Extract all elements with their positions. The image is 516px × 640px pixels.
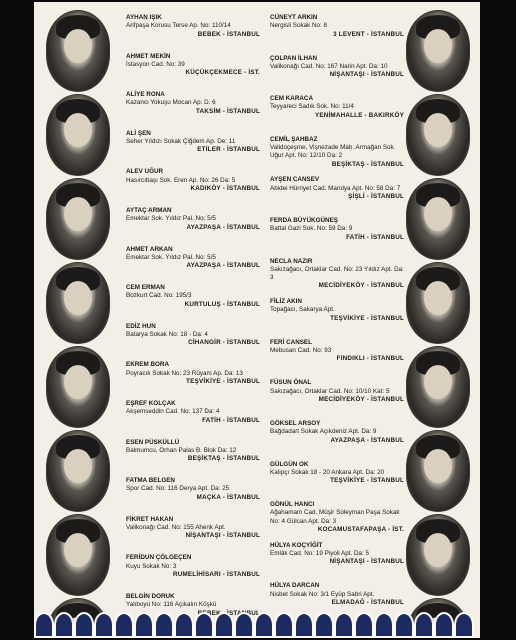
face-shape — [424, 281, 452, 315]
person-name: FERDA BÜYÜKGÜNEŞ — [270, 217, 338, 224]
face-shape — [64, 281, 92, 315]
person-name: CÜNEYT ARKIN — [270, 14, 318, 21]
address-entry — [126, 554, 260, 579]
street-address: Valikonağı Cad. No: 155 Ahenk Apt. — [126, 524, 226, 532]
district-label: CİHANGİR - İSTANBUL — [188, 339, 260, 347]
celebrity-photo — [46, 178, 110, 260]
person-name: ALİ ŞEN — [126, 129, 151, 137]
district-label: TEŞVİKİYE - İSTANBUL — [330, 314, 404, 322]
person-name: CEMİL ŞAHBAZ — [270, 135, 318, 143]
celebrity-photo — [46, 94, 110, 176]
address-entry — [126, 91, 260, 116]
person-name: GÖNÜL HANCI — [270, 501, 315, 509]
ornament-motif — [434, 612, 454, 638]
street-address: Topağacı, Sakarya Apt. — [270, 306, 335, 314]
street-address: Bağdadart Sokak Açıkdeniz Apt. Da: 9 — [270, 428, 377, 436]
street-address: Valikonağı Cad. No: 167 Narin Apt. Da: 10 — [270, 62, 388, 70]
street-address: Sakızağacı, Ortaklar Cad. No: 10/10 Kat: 5 — [270, 387, 390, 395]
address-entry — [126, 14, 260, 39]
district-label: FATİH - İSTANBUL — [346, 233, 404, 241]
ornament-motif — [294, 612, 314, 638]
face-shape — [64, 29, 92, 63]
district-label: KÜÇÜKÇEKMECE - İST. — [185, 69, 260, 77]
address-entry — [126, 516, 260, 541]
celebrity-photo — [46, 514, 110, 596]
ornament-motif — [314, 612, 334, 638]
person-name: AHMET MEKİN — [126, 52, 171, 60]
street-address: Sakızağacı, Ortaklar Cad. No: 23 Yıldız Apt. Da: 3 — [270, 265, 404, 282]
person-name: FÜSUN ÖNAL — [270, 379, 312, 387]
person-name: AYŞEN CANSEV — [270, 176, 320, 184]
street-address: Arifpaşa Korusu Terse Ap. No: 110/14 — [126, 22, 231, 30]
district-label: AYAZPAŞA - İSTANBUL — [186, 262, 260, 270]
street-address: Ağahamam Cad. Müşir Süleyman Paşa Sokak No: 4 Gülcan Apt. Da: 3 — [270, 509, 400, 525]
district-label: BEŞİKTAŞ - İSTANBUL — [187, 455, 260, 463]
street-address: Kalıpçı Sokak 18 - 20 Ankara Apt. Da: 20 — [270, 468, 385, 476]
face-shape — [424, 29, 452, 63]
street-address: Abidei Hürriyet Cad. Marolya Apt. No: 58 Da: 7 — [270, 184, 401, 192]
address-entry — [270, 298, 404, 323]
celebrity-photo — [46, 430, 110, 512]
face-shape — [424, 197, 452, 231]
district-label: ELMADAĞ - İSTANBUL — [331, 598, 404, 606]
address-entry — [270, 379, 404, 404]
district-label: TEŞVİKİYE - İSTANBUL — [330, 477, 404, 485]
district-label: 3 LEVENT - İSTANBUL — [333, 30, 404, 38]
person-name: FATMA BELGEN — [126, 477, 175, 485]
celebrity-photo — [46, 10, 110, 92]
celebrity-photo — [406, 430, 470, 512]
street-address: İstasyon Cad. No: 39 — [126, 60, 185, 68]
street-address: Battal Gazi Sok. No: 59 Da: 9 — [270, 225, 353, 233]
address-entry — [270, 136, 404, 169]
person-name: GÖKSEL ARSOY — [270, 420, 321, 427]
person-name: FİKRET HAKAN — [126, 515, 174, 523]
address-entry — [270, 420, 404, 445]
district-label: NİŞANTAŞI - İSTANBUL — [185, 532, 260, 540]
address-entry — [270, 461, 404, 486]
person-name: ESEN PÜSKÜLLÜ — [126, 438, 180, 446]
address-entry — [126, 130, 260, 155]
district-label: ETİLER - İSTANBUL — [197, 146, 260, 154]
person-name: EDİZ HUN — [126, 322, 156, 330]
district-label: BEŞİKTAŞ - İSTANBUL — [331, 160, 404, 168]
address-entry — [126, 53, 260, 78]
person-name: HÜLYA KOÇYİĞİT — [270, 541, 323, 549]
street-address: Nisbet Sokak No: 3/1 Eyüp Sabri Apt. — [270, 590, 375, 598]
celebrity-photo — [406, 346, 470, 428]
district-label: FATİH - İSTANBUL — [202, 416, 260, 424]
address-entry — [270, 14, 404, 39]
decorative-border — [34, 608, 480, 638]
district-label: TAKSİM - İSTANBUL — [195, 107, 260, 115]
address-entry — [270, 542, 404, 567]
address-entry — [126, 207, 260, 232]
ornament-motif — [194, 612, 214, 638]
face-shape — [64, 365, 92, 399]
district-label: KADIKÖY - İSTANBUL — [190, 184, 260, 192]
address-entry — [270, 582, 404, 607]
celebrity-photo — [46, 262, 110, 344]
face-shape — [64, 533, 92, 567]
ornament-motif — [394, 612, 414, 638]
street-address: Batarya Sokak No: 18 - Da: 4 — [126, 331, 208, 339]
address-entry — [126, 439, 260, 464]
ornament-motif — [34, 612, 54, 638]
district-label: NİŞANTAŞI - İSTANBUL — [329, 558, 404, 566]
person-name: ALİYE RONA — [126, 91, 165, 99]
district-label: MECİDİYEKÖY - İSTANBUL — [318, 395, 404, 403]
face-shape — [424, 449, 452, 483]
face-shape — [424, 365, 452, 399]
ornament-motif — [74, 612, 94, 638]
face-shape — [424, 533, 452, 567]
person-name: FERİDUN ÇÖLGEÇEN — [126, 554, 192, 562]
person-name: AHMET ARKAN — [126, 245, 173, 253]
district-label: YENİMAHALLE - BAKIRKÖY — [314, 111, 404, 119]
person-name: ALEV UĞUR — [126, 168, 164, 176]
address-entry — [270, 55, 404, 80]
address-entry — [270, 176, 404, 201]
street-address: Mebusan Cad. No: 93 — [270, 347, 332, 355]
street-address: Nergisli Sokak No: 8 — [270, 22, 328, 30]
ornament-motif — [334, 612, 354, 638]
street-address: Validoçeşme, Vişnezade Mah. Armağan Sok. Uğur Apt. No: 12/10 Da: 2 — [270, 144, 396, 160]
district-label: RUMELİHİSARI - İSTANBUL — [172, 570, 260, 578]
street-address: Emektar Sok. Yıldız Pal. No: 5/5 — [126, 253, 216, 261]
ornament-motif — [154, 612, 174, 638]
ornament-motif — [374, 612, 394, 638]
person-name: FİLİZ AKIN — [270, 298, 302, 306]
street-address: Seher Yıldızı Sokak Çiğdem Ap. De: 11 — [126, 138, 236, 146]
ornament-motif — [94, 612, 114, 638]
address-entry — [126, 284, 260, 309]
street-address: Spor Cad. No: 116 Derya Apt. Da: 25 — [126, 485, 230, 493]
district-label: MAÇKA - İSTANBUL — [196, 493, 260, 501]
street-address: Bozkurt Cad. No: 195/3 — [126, 292, 192, 300]
address-entry — [270, 258, 404, 291]
street-address: Yalıboyu No: 116 Açıkalın Köşkü — [126, 601, 217, 609]
address-entry — [270, 217, 404, 242]
person-name: GÜLGÜN OK — [270, 460, 309, 468]
district-label: BEBEK - İSTANBUL — [197, 30, 260, 38]
district-label: TEŞVİKİYE - İSTANBUL — [186, 377, 260, 385]
address-entry — [126, 323, 260, 348]
face-shape — [64, 113, 92, 147]
address-entry — [270, 339, 404, 364]
ornament-motif — [354, 612, 374, 638]
district-label: FINDIKLI - İSTANBUL — [336, 355, 404, 363]
street-address: Teyyareci Sadık Sok. No: 11/4 — [270, 103, 354, 111]
face-shape — [64, 197, 92, 231]
address-entry — [126, 168, 260, 193]
ornament-motif — [214, 612, 234, 638]
address-entry — [270, 95, 404, 120]
ornament-motif — [174, 612, 194, 638]
person-name: CEM ERMAN — [126, 284, 165, 292]
celebrity-photo — [406, 94, 470, 176]
address-entry — [126, 400, 260, 425]
celebrity-photo — [406, 514, 470, 596]
street-address: Emlâk Cad. No: 19 Piyoli Apt. Da: 5 — [270, 550, 370, 558]
ornament-motif — [454, 612, 474, 638]
street-address: Hasırcıbaşı Sok. Eren Ap. No: 26 Da: 5 — [126, 176, 236, 184]
ornament-motif — [54, 612, 74, 638]
person-name: ÇOLPAN İLHAN — [270, 54, 318, 62]
street-address: Kuyu Sokak No: 3 — [126, 562, 177, 570]
person-name: BELGİN DORUK — [126, 593, 175, 600]
celebrity-photo — [406, 10, 470, 92]
ornament-motif — [134, 612, 154, 638]
person-name: EKREM BORA — [126, 361, 170, 369]
street-address: Balmumcu, Orhan Palas B. Blok Da: 12 — [126, 446, 237, 454]
ornament-motif — [274, 612, 294, 638]
address-entry — [126, 246, 260, 271]
street-address: Akşemseddin Cad. No: 137 Da: 4 — [126, 408, 220, 416]
person-name: NECLA NAZIR — [270, 257, 313, 265]
ornament-motif — [234, 612, 254, 638]
person-name: AYHAN IŞIK — [126, 14, 162, 21]
ornament-motif — [414, 612, 434, 638]
magazine-page — [34, 2, 480, 638]
district-label: ŞİŞLİ - İSTANBUL — [348, 192, 404, 200]
ornament-motif — [254, 612, 274, 638]
district-label: NİŞANTAŞI - İSTANBUL — [329, 71, 404, 79]
celebrity-photo — [46, 346, 110, 428]
person-name: AYTAÇ ARMAN — [126, 207, 172, 214]
street-address: Poyracık Sokak No: 23 Rüyam Ap. Da: 13 — [126, 369, 243, 377]
district-label: AYAZPAŞA - İSTANBUL — [330, 436, 404, 444]
face-shape — [424, 113, 452, 147]
person-name: EŞREF KOLÇAK — [126, 400, 176, 407]
ornament-motif — [114, 612, 134, 638]
district-label: MECİDİYEKÖY - İSTANBUL — [318, 282, 404, 290]
address-entry — [270, 501, 404, 534]
face-shape — [64, 449, 92, 483]
person-name: HÜLYA DARCAN — [270, 582, 320, 590]
district-label: AYAZPAŞA - İSTANBUL — [186, 223, 260, 231]
address-entry — [126, 361, 260, 386]
district-label: KOCAMUSTAFAPAŞA - İST. — [317, 526, 404, 534]
street-address: Emektar Sok. Yıldız Pal. No: 5/5 — [126, 215, 216, 223]
street-address: Kazancı Yokuşu Mocan Ap. D. 6 — [126, 99, 216, 107]
district-label: KURTULUŞ - İSTANBUL — [184, 300, 260, 308]
person-name: CEM KARACA — [270, 95, 314, 103]
person-name: FERİ CANSEL — [270, 338, 312, 346]
celebrity-photo — [406, 262, 470, 344]
celebrity-photo — [406, 178, 470, 260]
address-entry — [126, 477, 260, 502]
